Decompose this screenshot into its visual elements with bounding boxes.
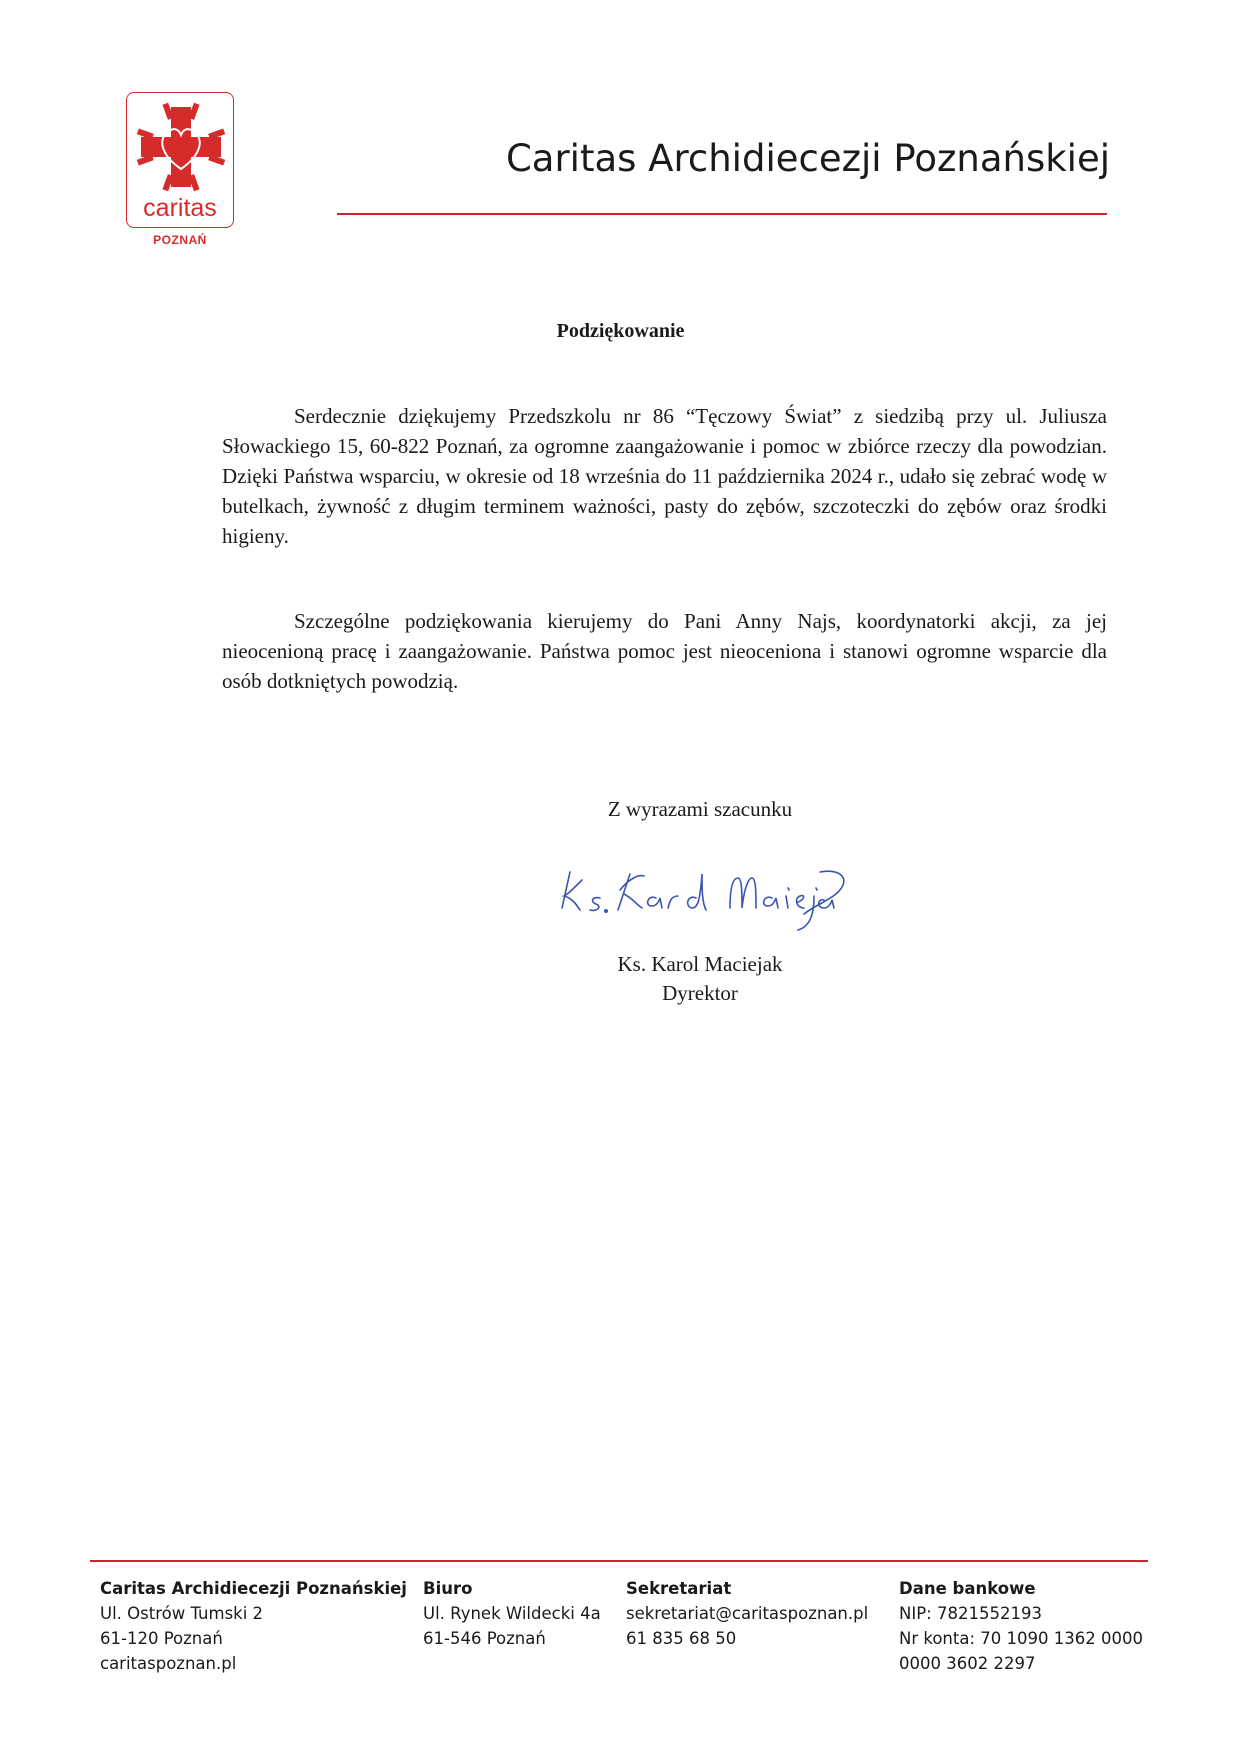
footer-divider	[90, 1560, 1148, 1562]
footer-secretariat-phone: 61 835 68 50	[626, 1629, 737, 1648]
footer-org-website: caritaspoznan.pl	[100, 1654, 237, 1673]
signer-block	[500, 950, 900, 1008]
caritas-cross-icon	[135, 99, 227, 195]
footer-secretariat	[626, 1576, 868, 1651]
logo-wordmark: caritas	[143, 194, 217, 222]
footer-bank-account-1: Nr konta: 70 1090 1362 0000	[899, 1629, 1143, 1648]
footer-office-city: 61-546 Poznań	[423, 1629, 546, 1648]
footer-office-street: Ul. Rynek Wildecki 4a	[423, 1604, 601, 1623]
letter-closing: Z wyrazami szacunku	[607, 797, 793, 821]
letter-title: Podziękowanie	[556, 320, 685, 342]
footer-secretariat-email: sekretariat@caritaspoznan.pl	[626, 1604, 869, 1623]
organization-title: Caritas Archidiecezji Poznańskiej	[505, 137, 1110, 180]
footer-organization	[100, 1576, 407, 1676]
header-divider	[337, 213, 1107, 215]
footer-bank-account-2: 0000 3602 2297	[899, 1654, 1036, 1673]
footer-secretariat-heading: Sekretariat	[626, 1579, 732, 1598]
footer-bank-heading: Dane bankowe	[899, 1579, 1036, 1598]
signer-role: Dyrektor	[662, 981, 738, 1005]
signature-text: Ks. Karol Maciejak	[552, 850, 560, 851]
footer-bank	[899, 1576, 1143, 1676]
logo-city: POZNAŃ	[153, 233, 207, 247]
footer-office-heading: Biuro	[423, 1579, 473, 1598]
handwritten-signature	[552, 850, 852, 936]
footer-org-city: 61-120 Poznań	[100, 1629, 223, 1648]
footer-org-heading: Caritas Archidiecezji Poznańskiej	[100, 1579, 407, 1598]
letter-paragraph-2: Szczególne podziękowania kierujemy do Pani Anny Najs, koordynatorki akcji, za jej nieocenioną pracę i zaangażowanie. Państwa pomoc jest nieoceniona i stanowi ogromne wsparcie dla osób dotkniętych powodzią.	[222, 609, 1107, 693]
letter-paragraph-1: Serdecznie dziękujemy Przedszkolu nr 86 “Tęczowy Świat” z siedzibą przy ul. Juliusza Słowackiego 15, 60-822 Poznań, za ogromne zaangażowanie i pomoc w zbiórce rzeczy dla powodzian. Dzięki Państwa wsparciu, w okresie od 18 września do 11 października 2024 r., udało się zebrać wodę w butelkach, żywność z długim terminem ważności, pasty do zębów, szczoteczki do zębów oraz środki higieny.	[222, 404, 1107, 548]
footer-bank-nip: NIP: 7821552193	[899, 1604, 1042, 1623]
footer-office	[423, 1576, 601, 1651]
signer-name: Ks. Karol Maciejak	[617, 952, 783, 976]
caritas-logo	[126, 92, 234, 228]
footer-org-street: Ul. Ostrów Tumski 2	[100, 1604, 264, 1623]
